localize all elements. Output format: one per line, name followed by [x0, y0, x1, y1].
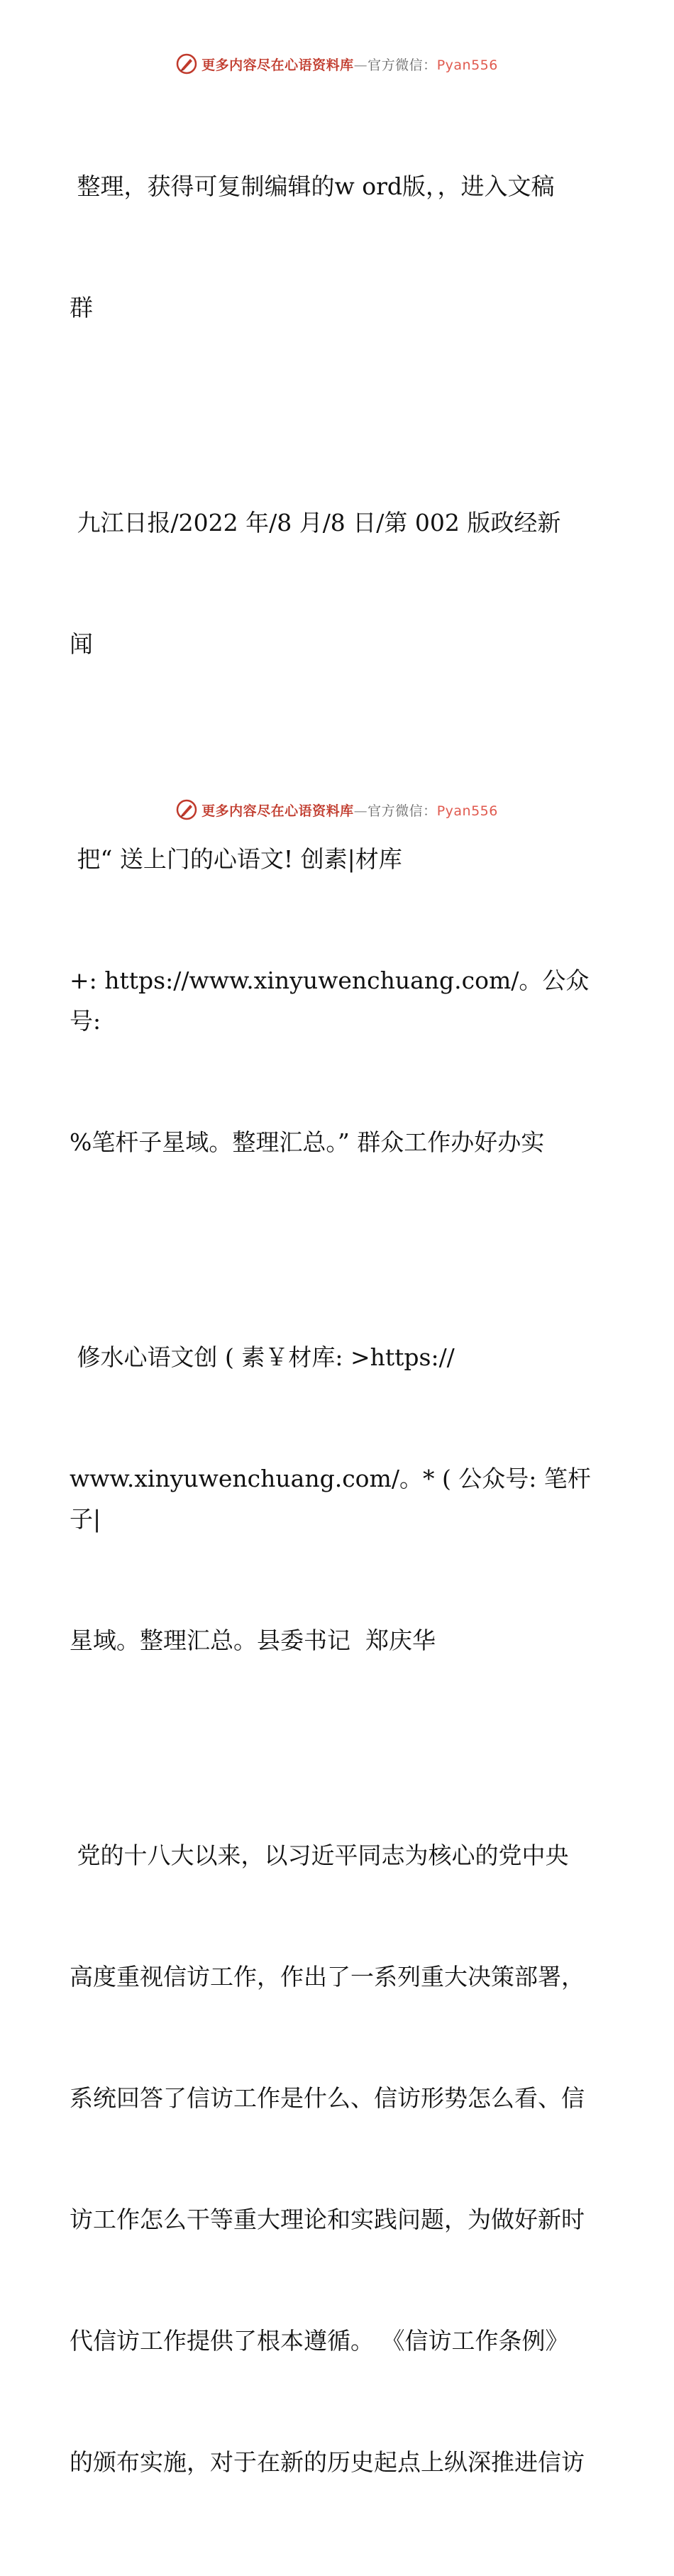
header-banner-wechat-id: Pyan556 [436, 57, 498, 73]
paragraph-line: www.xinyuwenchuang.com/。* ( 公众号: 笔杆子| [70, 1465, 591, 1533]
footer-banner-official: 官方微信： [368, 803, 437, 819]
header-banner-sep: — [353, 57, 368, 73]
paragraph-line: 访工作怎么干等重大理论和实践问题，为做好新时 [70, 2206, 585, 2233]
pen-logo-icon [176, 799, 197, 820]
footer-banner-sep: — [353, 803, 368, 819]
paragraph-line: 修水心语文创 ( 素￥材库: >https:// [70, 1343, 455, 1371]
header-banner-text [201, 55, 498, 74]
paragraph-line: 群 [70, 294, 93, 321]
paragraph-line: 把“ 送上门的心语文! 创素|材库 [70, 845, 402, 873]
paragraph-line: 闻 [70, 630, 93, 658]
footer-banner [0, 796, 674, 824]
paragraph-3 [70, 758, 609, 1243]
header-banner [0, 50, 674, 78]
paragraph-5 [70, 1754, 609, 2563]
paragraph-line: 的颁布实施，对于在新的历史起点上纵深推进信访 [70, 2448, 585, 2476]
paragraph-line: %笔杆子星域。整理汇总。” 群众工作办好办实 [70, 1128, 545, 1156]
header-banner-official: 官方微信： [368, 57, 437, 73]
paragraph-line: 九江日报/2022 年/8 月/8 日/第 002 版政经新 [70, 509, 561, 536]
footer-banner-main: 更多内容尽在心语资料库 [201, 803, 354, 819]
paragraph-line: 整理，获得可复制编辑的w ord版，，进入文稿 [70, 172, 555, 200]
paragraph-line: 代信访工作提供了根本遵循。 《信访工作条例》 [70, 2327, 569, 2355]
footer-banner-wechat-id: Pyan556 [436, 803, 498, 819]
paragraph-2 [70, 422, 609, 745]
paragraph-line: 星域。整理汇总。县委书记 郑庆华 [70, 1626, 436, 1654]
header-banner-main: 更多内容尽在心语资料库 [201, 57, 354, 73]
pen-logo-icon [176, 53, 197, 75]
document-body [70, 85, 609, 2576]
paragraph-4 [70, 1256, 609, 1741]
paragraph-1 [70, 85, 609, 409]
paragraph-line: +: https://www.xinyuwenchuang.com/。公众号: [70, 967, 590, 1035]
paragraph-line: 高度重视信访工作，作出了一系列重大决策部署， [70, 1963, 585, 1991]
footer-banner-text [201, 800, 498, 820]
paragraph-line: 党的十八大以来，以习近平同志为核心的党中央 [70, 1842, 569, 1869]
paragraph-line: 系统回答了信访工作是什么、信访形势怎么看、信 [70, 2084, 585, 2112]
